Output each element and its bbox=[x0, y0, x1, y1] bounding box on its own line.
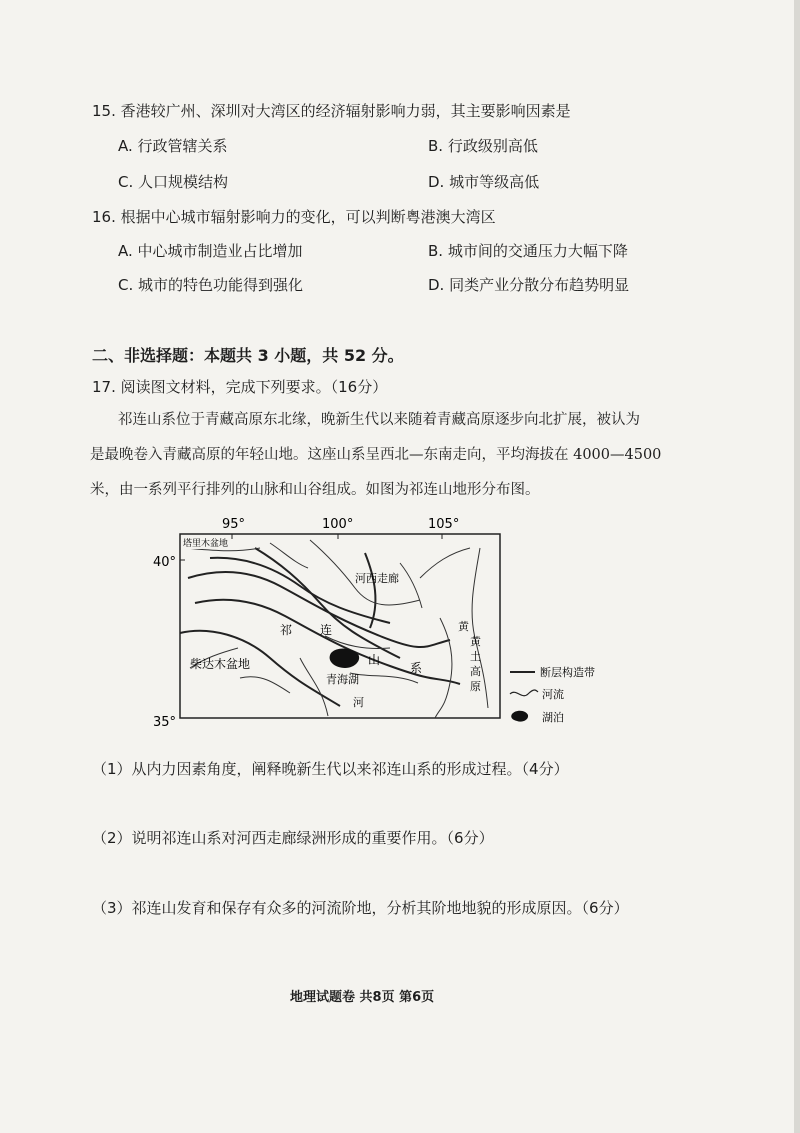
loess-char-3: 土 bbox=[470, 650, 481, 663]
map-legend bbox=[510, 665, 595, 724]
page-footer: 地理试题卷 共8页 第6页 bbox=[290, 990, 435, 1005]
qilian-map bbox=[150, 508, 620, 738]
qilian-char-2: 连 bbox=[320, 623, 333, 637]
map-ticks bbox=[180, 534, 442, 718]
q15-option-b: B. 行政级别高低 bbox=[428, 137, 538, 155]
q15-stem: 15. 香港较广州、深圳对大湾区的经济辐射影响力弱，其主要影响因素是 bbox=[92, 102, 571, 120]
lat-label-40: 40° bbox=[153, 555, 177, 570]
q15-option-d: D. 城市等级高低 bbox=[428, 173, 540, 191]
q16-stem: 16. 根据中心城市辐射影响力的变化，可以判断粤港澳大湾区 bbox=[92, 208, 496, 226]
rivers bbox=[185, 540, 488, 718]
loess-char-4: 高 bbox=[470, 665, 481, 678]
lon-label-105: 105° bbox=[428, 517, 460, 532]
loess-char-1: 黄 bbox=[458, 620, 469, 633]
q17-sub-3: （3）祁连山发育和保存有众多的河流阶地，分析其阶地地貌的形成原因。（6分） bbox=[92, 899, 629, 917]
lat-label-35: 35° bbox=[153, 715, 177, 730]
q17-para-line-2: 是最晚卷入青藏高原的年轻山地。这座山系呈西北—东南走向，平均海拔在 4000—4500 bbox=[90, 447, 662, 463]
qilian-char-4: 系 bbox=[410, 661, 423, 675]
q16-option-d: D. 同类产业分散分布趋势明显 bbox=[428, 276, 630, 294]
loess-char-5: 原 bbox=[470, 680, 481, 693]
hexi-corridor-label: 河西走廊 bbox=[355, 572, 399, 585]
legend-lake-symbol bbox=[511, 711, 528, 722]
qilian-char-3: 山 bbox=[368, 653, 381, 667]
legend-lake-label: 湖泊 bbox=[542, 711, 564, 724]
loess-char-2: 黄 bbox=[470, 635, 481, 648]
q15-option-c: C. 人口规模结构 bbox=[118, 173, 229, 191]
q17-stem: 17. 阅读图文材料，完成下列要求。（16分） bbox=[92, 378, 388, 396]
qilian-char-1: 祁 bbox=[280, 623, 293, 637]
q15-option-a: A. 行政管辖关系 bbox=[118, 137, 228, 155]
q16-option-b: B. 城市间的交通压力大幅下降 bbox=[428, 242, 628, 260]
legend-river-symbol bbox=[510, 690, 538, 696]
legend-fault-label: 断层构造带 bbox=[540, 666, 595, 679]
he-label: 河 bbox=[353, 696, 364, 709]
legend-river-label: 河流 bbox=[542, 688, 564, 701]
lon-label-95: 95° bbox=[222, 517, 246, 532]
q17-sub-2: （2）说明祁连山系对河西走廊绿洲形成的重要作用。（6分） bbox=[92, 829, 494, 847]
tarim-basin-label: 塔里木盆地 bbox=[183, 539, 229, 549]
q16-option-a: A. 中心城市制造业占比增加 bbox=[118, 242, 303, 260]
section2-title: 二、非选择题：本题共 3 小题，共 52 分。 bbox=[92, 346, 404, 365]
q17-para-line-1: 祁连山系位于青藏高原东北缘，晚新生代以来随着青藏高原逐步向北扩展，被认为 bbox=[118, 412, 640, 428]
q17-para-line-3: 米，由一系列平行排列的山脉和山谷组成。如图为祁连山地形分布图。 bbox=[90, 482, 540, 498]
qaidam-basin-label: 柴达木盆地 bbox=[190, 657, 251, 671]
q16-option-c: C. 城市的特色功能得到强化 bbox=[118, 276, 304, 294]
qinghai-lake-label: 青海湖 bbox=[326, 673, 359, 686]
scan-edge bbox=[794, 0, 800, 1133]
q17-sub-1: （1）从内力因素角度，阐释晚新生代以来祁连山系的形成过程。（4分） bbox=[92, 760, 569, 778]
map-frame bbox=[180, 534, 500, 718]
lon-label-100: 100° bbox=[322, 517, 354, 532]
tarim-basin-label-box bbox=[181, 535, 231, 549]
